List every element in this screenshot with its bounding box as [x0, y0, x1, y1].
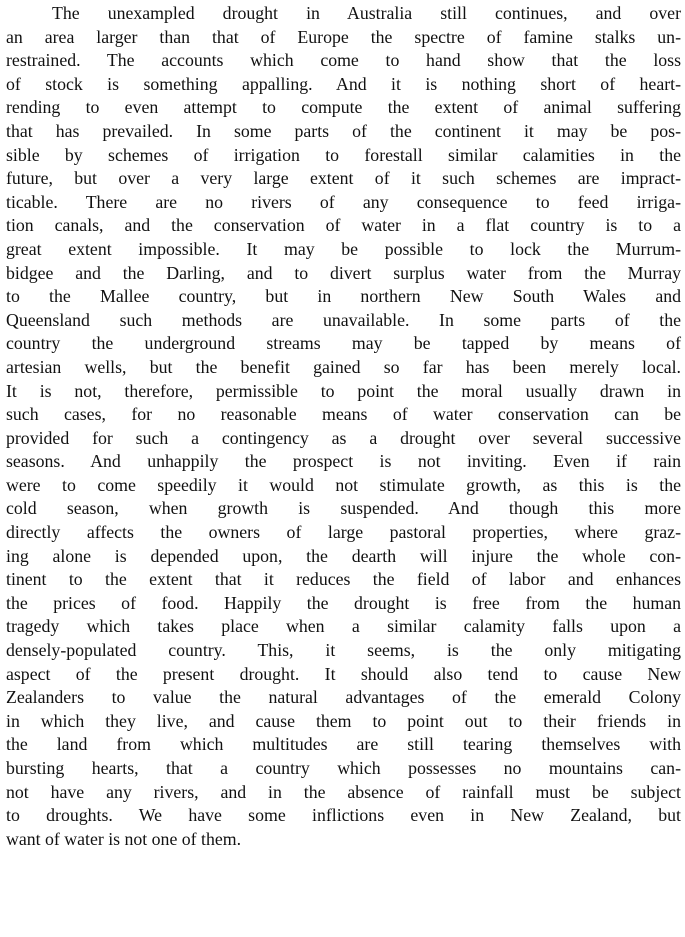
- article-line: the land from which multitudes are still tearing themselves with: [6, 734, 681, 755]
- article-line: seasons. And unhappily the prospect is not inviting. Even if rain: [6, 451, 681, 472]
- article-line: to droughts. We have some inflictions even in New Zealand, but: [6, 805, 681, 826]
- article-line: future, but over a very large extent of it such schemes are impract-: [6, 168, 681, 189]
- article-line: bursting hearts, that a country which possesses no mountains can-: [6, 758, 681, 778]
- article-line: provided for such a contingency as a drought over several successive: [6, 427, 681, 448]
- article-line: It is not, therefore, permissible to point the moral usually drawn in: [6, 380, 681, 401]
- article-line: directly affects the owners of large pastoral properties, where graz-: [6, 522, 681, 543]
- article-line: ticable. There are no rivers of any consequence to feed irriga-: [6, 191, 681, 212]
- article-line: that has prevailed. In some parts of the continent it may be pos-: [6, 120, 681, 141]
- article-line: Zealanders to value the natural advantages of the emerald Colony: [6, 687, 681, 708]
- article-line: bidgee and the Darling, and to divert surplus water from the Murray: [6, 262, 681, 283]
- article-line: artesian wells, but the benefit gained so far has been merely local.: [6, 356, 681, 377]
- article-line: tinent to the extent that it reduces the field of labor and enhances: [6, 569, 681, 590]
- article-line: aspect of the present drought. It should also tend to cause New: [6, 663, 681, 684]
- article-line: country the underground streams may be tapped by means of: [6, 333, 681, 354]
- article-line: want of water is not one of them.: [6, 828, 242, 849]
- article-line: tion canals, and the conservation of water in a flat country is to a: [6, 215, 681, 236]
- article-line: rending to even attempt to compute the extent of animal suffering: [6, 97, 681, 118]
- article-line: in which they live, and cause them to point out to their friends in: [6, 710, 681, 731]
- article-line: such cases, for no reasonable means of water conservation can be: [6, 404, 681, 425]
- article-line: to the Mallee country, but in northern New South Wales and: [6, 286, 681, 307]
- article-line: great extent impossible. It may be possible to lock the Murrum-: [6, 238, 681, 259]
- article-line: an area larger than that of Europe the spectre of famine stalks un-: [6, 26, 681, 47]
- article-line: were to come speedily it would not stimulate growth, as this is the: [6, 474, 681, 495]
- article-line: of stock is something appalling. And it is nothing short of heart-: [6, 73, 681, 94]
- article-line: cold season, when growth is suspended. And though this more: [6, 498, 681, 519]
- article-line: densely-populated country. This, it seems, is the only mitigating: [6, 640, 681, 661]
- article-line: sible by schemes of irrigation to forestall similar calamities in the: [6, 144, 681, 165]
- article-line: The unexampled drought in Australia still continues, and over: [52, 3, 681, 23]
- article-body: [6, 2, 681, 851]
- article-line: not have any rivers, and in the absence of rainfall must be subject: [6, 781, 681, 802]
- article-line: ing alone is depended upon, the dearth will injure the whole con-: [6, 545, 681, 566]
- article-line: tragedy which takes place when a similar calamity falls upon a: [6, 616, 681, 637]
- article-line: the prices of food. Happily the drought is free from the human: [6, 592, 681, 613]
- article-line: Queensland such methods are unavailable. In some parts of the: [6, 309, 681, 330]
- article-line: restrained. The accounts which come to hand show that the loss: [6, 50, 681, 71]
